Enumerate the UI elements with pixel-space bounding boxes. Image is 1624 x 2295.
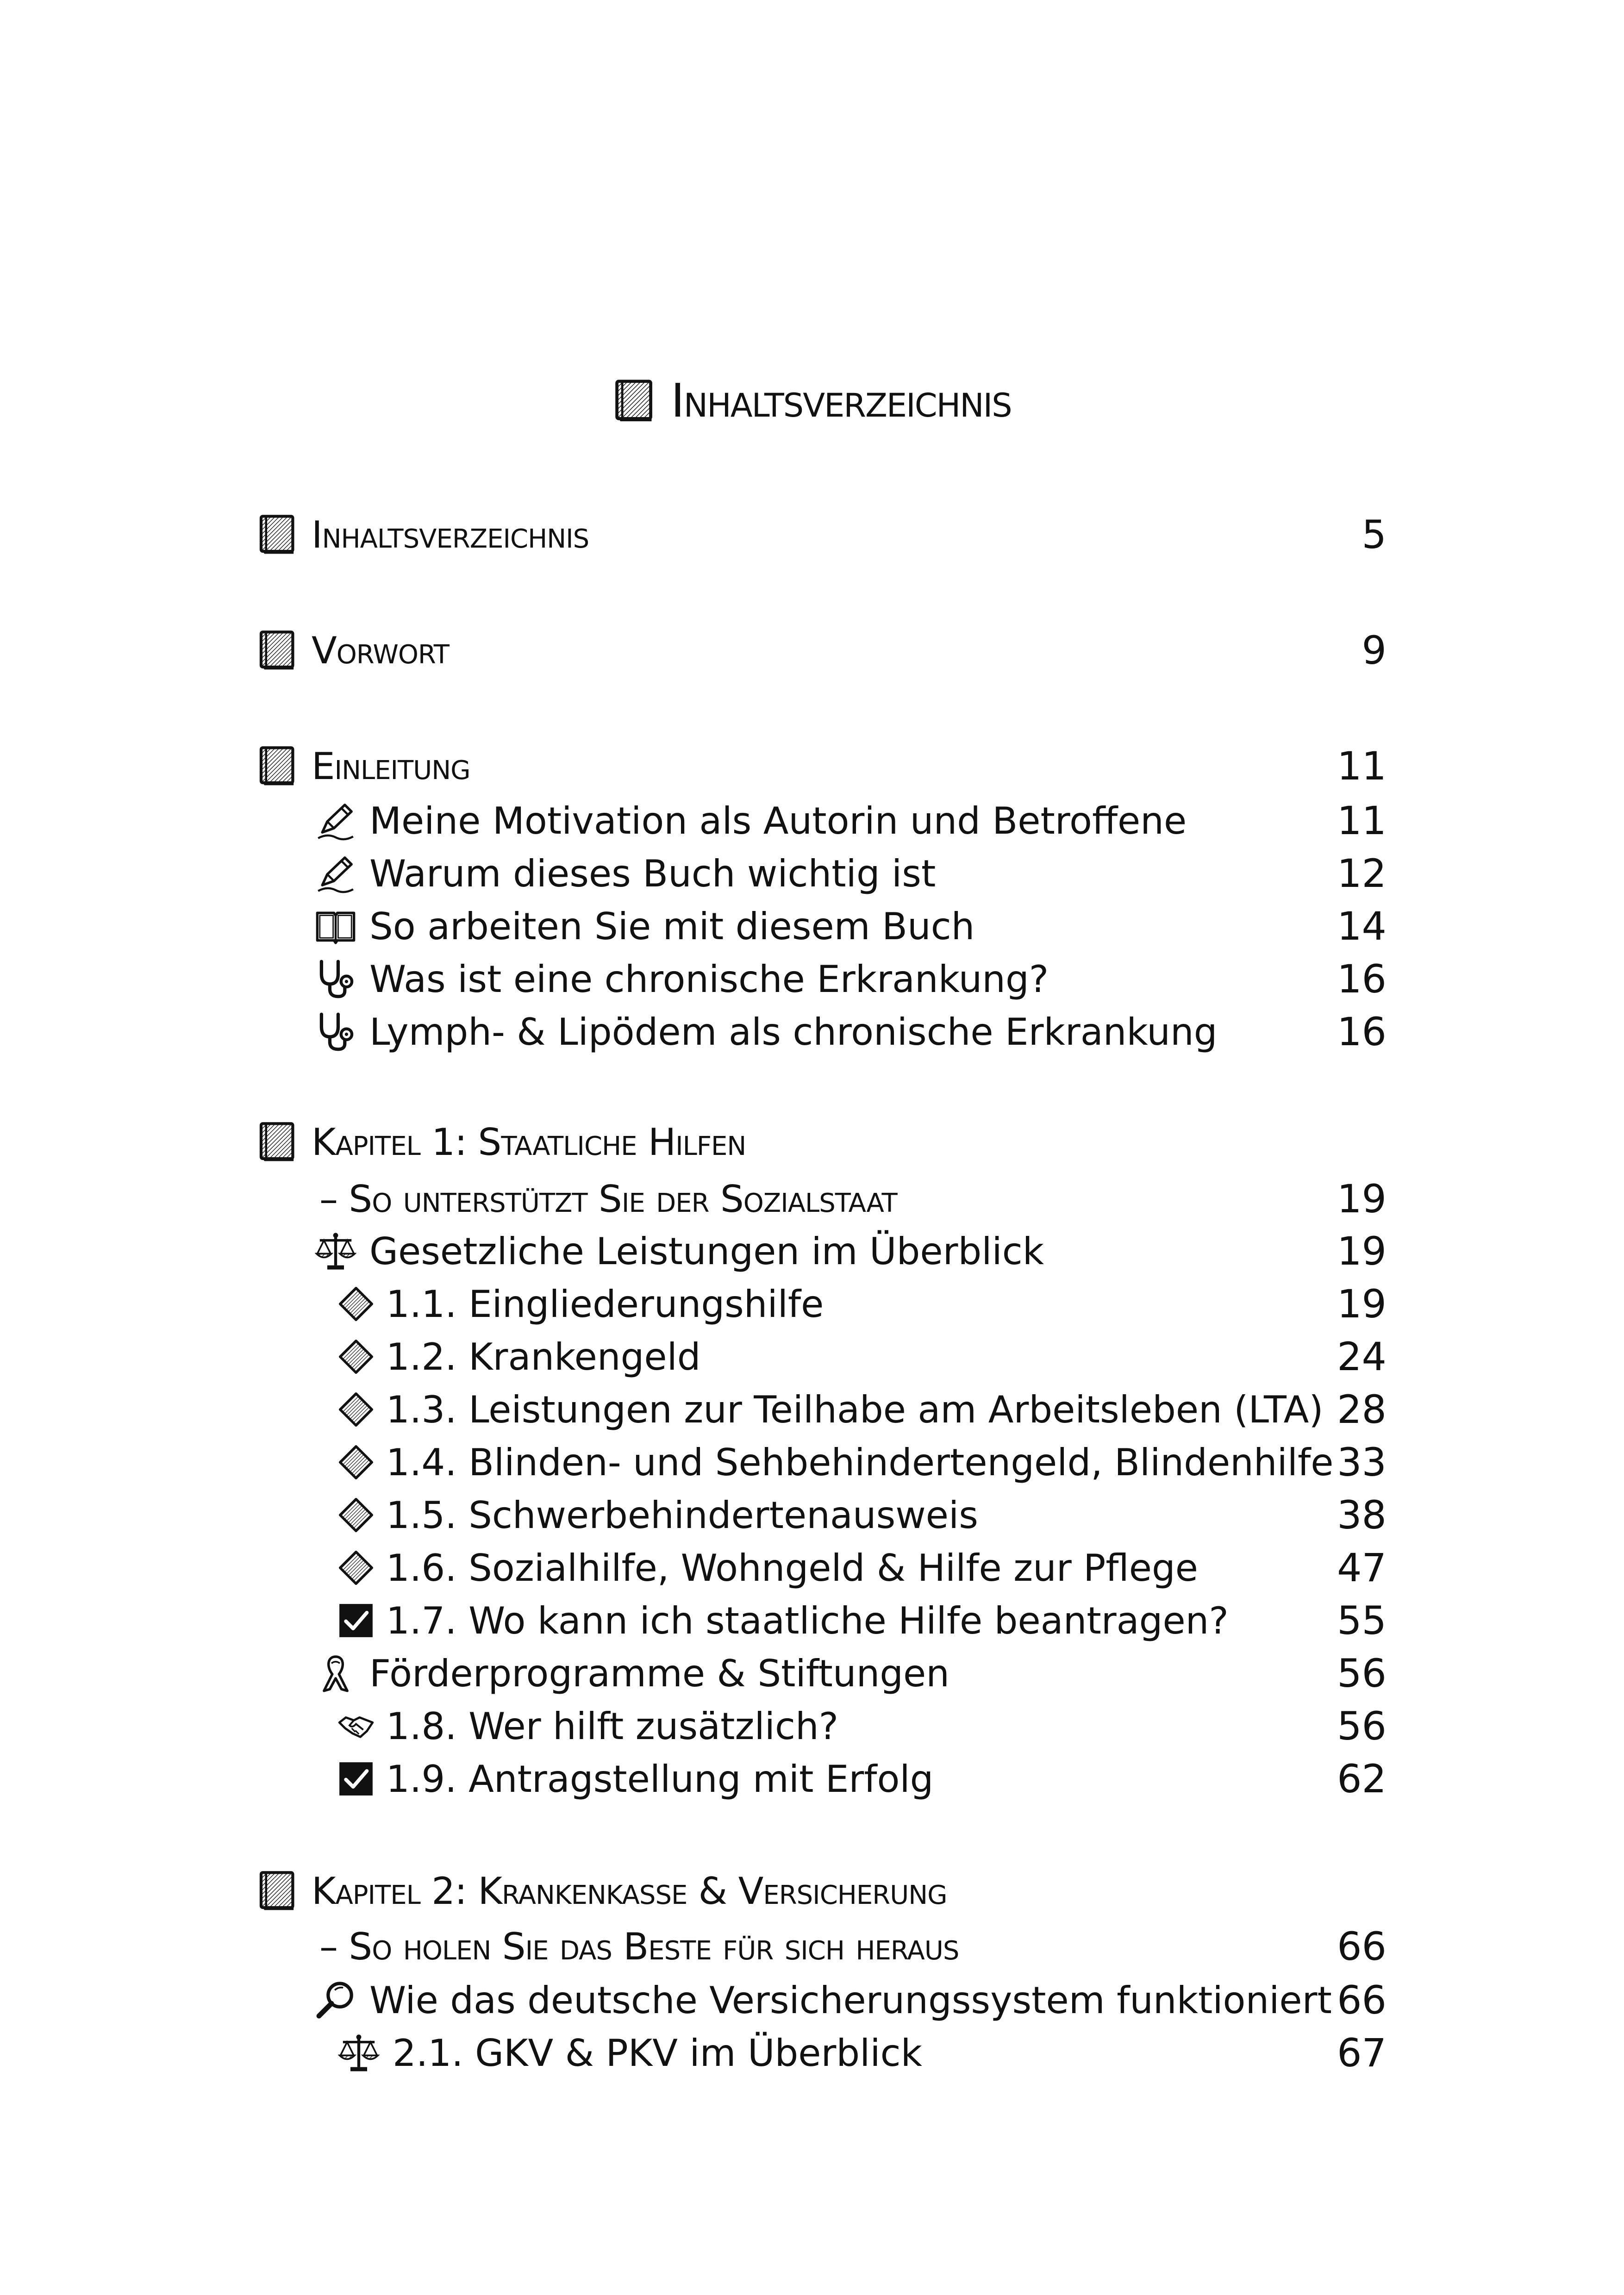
toc-entry-line[interactable] xyxy=(315,954,1387,1004)
toc-page-number: 62 xyxy=(1337,1756,1387,1802)
toc-entry-line[interactable] xyxy=(315,848,1387,899)
toc-page-number: 16 xyxy=(1337,956,1387,1002)
toc-page-number: 33 xyxy=(1337,1440,1387,1485)
toc-label: 1.8. Wer hilft zusätzlich? xyxy=(386,1704,839,1748)
toc-label: Meine Motivation als Autorin und Betroffene xyxy=(369,799,1187,842)
toc-label: 1.3. Leistungen zur Teilhabe am Arbeitsleben (LTA) xyxy=(386,1388,1324,1431)
toc-page-number: 9 xyxy=(1362,628,1387,673)
checkbox-icon xyxy=(338,1603,374,1639)
book-icon xyxy=(257,745,299,787)
diamond-icon xyxy=(338,1286,374,1322)
toc-label: Einleitung xyxy=(312,744,470,788)
open-book-icon xyxy=(315,905,356,947)
toc-page-number: 67 xyxy=(1337,2030,1387,2076)
toc-entry-line[interactable] xyxy=(315,1975,1387,2026)
toc-label: Vorwort xyxy=(312,629,449,672)
diamond-icon xyxy=(338,1550,374,1586)
toc-entry-line[interactable] xyxy=(338,1753,1387,1804)
book-icon xyxy=(257,630,299,671)
toc-page-number: 38 xyxy=(1337,1492,1387,1538)
toc-page-number: 55 xyxy=(1337,1598,1387,1643)
book-icon xyxy=(257,1121,299,1163)
stethoscope-icon xyxy=(315,958,356,1000)
toc-page-number: 5 xyxy=(1362,512,1387,557)
book-icon xyxy=(612,379,657,423)
toc-page-number: 19 xyxy=(1337,1229,1387,1274)
scales-icon xyxy=(338,2032,380,2074)
toc-label: Förderprogramme & Stiftungen xyxy=(369,1652,949,1695)
toc-label: 1.5. Schwerbehindertenausweis xyxy=(386,1493,978,1537)
toc-label: Kapitel 1: Staatliche Hilfen xyxy=(312,1120,746,1164)
stethoscope-icon xyxy=(315,1011,356,1053)
toc-entry-line[interactable] xyxy=(338,1490,1387,1540)
toc-chapter-line[interactable] xyxy=(257,1116,1387,1167)
toc-label: Lymph- & Lipödem als chronische Erkrankung xyxy=(369,1010,1218,1054)
toc-chapter-line[interactable] xyxy=(257,741,1387,792)
toc-chapter-line[interactable] xyxy=(257,625,1387,676)
toc-page-number: 12 xyxy=(1337,851,1387,896)
book-icon xyxy=(257,1870,299,1912)
checkbox-icon xyxy=(338,1761,374,1797)
diamond-icon xyxy=(338,1497,374,1533)
toc-page-number: 47 xyxy=(1337,1545,1387,1590)
toc-entry-line[interactable] xyxy=(338,1701,1387,1752)
toc-label: 1.4. Blinden- und Sehbehindertengeld, Blindenhilfe xyxy=(386,1441,1334,1484)
toc-label: – So holen Sie das Beste für sich heraus xyxy=(319,1925,959,1968)
toc-page-number: 66 xyxy=(1337,1924,1387,1969)
pen-icon xyxy=(315,853,356,894)
toc-label: 1.7. Wo kann ich staatliche Hilfe beantragen? xyxy=(386,1599,1229,1642)
toc-page-number: 14 xyxy=(1337,904,1387,949)
toc-entry-line[interactable] xyxy=(338,2027,1387,2078)
toc-entry-line[interactable] xyxy=(338,1437,1387,1488)
toc-label: – So unterstützt Sie der Sozialstaat xyxy=(319,1177,897,1221)
toc-chapter-line[interactable] xyxy=(319,1173,1387,1224)
diamond-icon xyxy=(338,1444,374,1480)
toc-page-number: 56 xyxy=(1337,1651,1387,1696)
toc-chapter-line[interactable] xyxy=(319,1921,1387,1972)
toc-entry-line[interactable] xyxy=(338,1278,1387,1329)
toc-label: 1.2. Krankengeld xyxy=(386,1335,701,1378)
toc-label: 1.1. Eingliederungshilfe xyxy=(386,1282,824,1326)
toc-page-number: 24 xyxy=(1337,1334,1387,1379)
scales-icon xyxy=(315,1230,356,1272)
toc-chapter-line[interactable] xyxy=(257,509,1387,560)
toc-label: 1.6. Sozialhilfe, Wohngeld & Hilfe zur Pflege xyxy=(386,1546,1198,1590)
toc-chapter-line[interactable] xyxy=(257,1865,1387,1916)
magnifier-icon xyxy=(315,1979,356,2021)
pen-icon xyxy=(315,800,356,842)
toc-entry-line[interactable] xyxy=(338,1331,1387,1382)
toc-label: 1.9. Antragstellung mit Erfolg xyxy=(386,1757,934,1801)
toc-label: So arbeiten Sie mit diesem Buch xyxy=(369,904,975,948)
toc-entry-line[interactable] xyxy=(315,795,1387,846)
toc-entry-line[interactable] xyxy=(338,1595,1387,1646)
toc-page-number: 56 xyxy=(1337,1703,1387,1749)
toc-page-number: 11 xyxy=(1337,743,1387,789)
page-title-text: Inhaltsverzeichnis xyxy=(671,374,1012,428)
toc-label: Was ist eine chronische Erkrankung? xyxy=(369,957,1049,1001)
toc-entry-line[interactable] xyxy=(315,1648,1387,1699)
toc-page-number: 11 xyxy=(1337,798,1387,843)
toc-entry-line[interactable] xyxy=(315,901,1387,952)
toc-entry-line[interactable] xyxy=(315,1006,1387,1057)
diamond-icon xyxy=(338,1391,374,1428)
book-icon xyxy=(257,514,299,555)
handshake-icon xyxy=(338,1708,374,1744)
toc-page-number: 28 xyxy=(1337,1387,1387,1432)
toc-page-number: 19 xyxy=(1337,1176,1387,1222)
toc-label: Wie das deutsche Versicherungssystem funktioniert xyxy=(369,1978,1332,2022)
page-title xyxy=(0,370,1624,428)
toc-label: Gesetzliche Leistungen im Überblick xyxy=(369,1229,1044,1273)
ribbon-icon xyxy=(315,1653,356,1694)
toc-entry-line[interactable] xyxy=(338,1384,1387,1435)
toc-entry-line[interactable] xyxy=(315,1226,1387,1277)
toc-page-number: 66 xyxy=(1337,1977,1387,2023)
toc-label: 2.1. GKV & PKV im Überblick xyxy=(393,2031,922,2075)
toc-page-number: 19 xyxy=(1337,1281,1387,1327)
toc-label: Inhaltsverzeichnis xyxy=(312,513,589,556)
toc-entry-line[interactable] xyxy=(338,1542,1387,1593)
toc-label: Warum dieses Buch wichtig ist xyxy=(369,852,936,895)
toc-page-number: 16 xyxy=(1337,1009,1387,1054)
toc-label: Kapitel 2: Krankenkasse & Versicherung xyxy=(312,1869,947,1913)
diamond-icon xyxy=(338,1339,374,1375)
